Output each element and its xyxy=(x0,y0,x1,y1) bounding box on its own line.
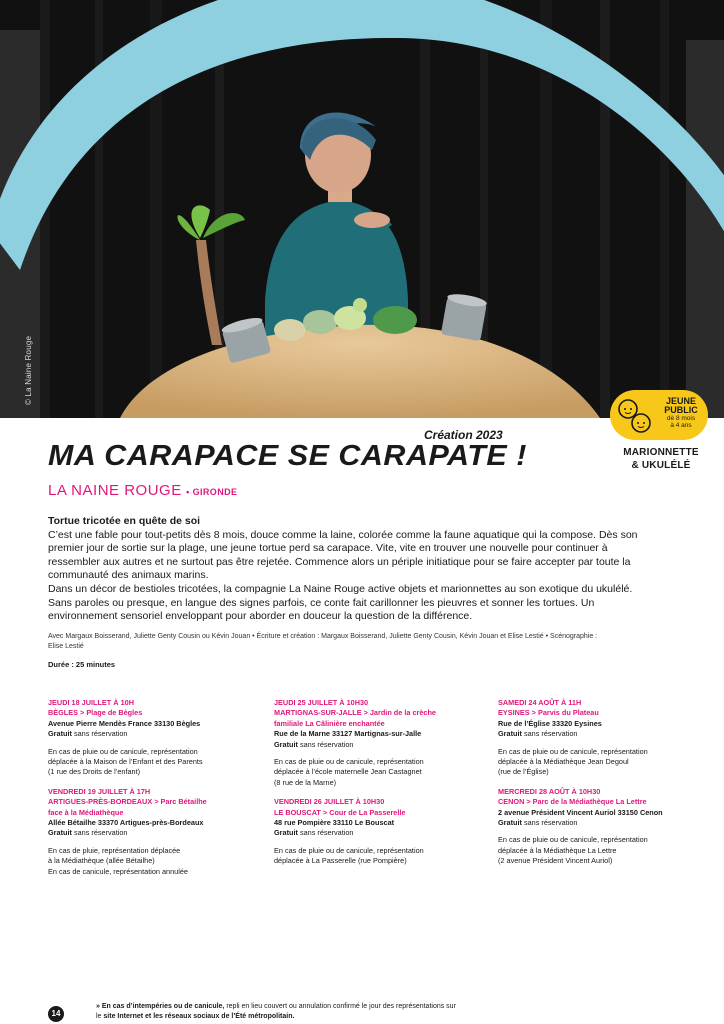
performance-date: VENDREDI 26 JUILLET À 10H30 xyxy=(274,797,385,807)
weather-note: En cas de pluie ou de canicule, représentation déplacée à La Passerelle (rue Pompière) xyxy=(274,845,424,866)
performance-place: LE BOUSCAT > Cour de La Passerelle xyxy=(274,807,406,817)
reservation-note: sans réservation xyxy=(297,828,354,838)
description-paragraph-2: Dans un décor de bestioles tricotées, la compagnie La Naine Rouge active objets et marionnettes au son exotique du ukulélé. Sans paroles ou presque, en langue des signes parfois, ce conte fait carillonner les pieuvres et sonner les tortues. Un environnement sensoriel enveloppant pour aborder en douceur la question de la différence. xyxy=(48,582,633,623)
reservation-note: sans réservation xyxy=(521,729,578,739)
performance-date: JEUDI 25 JUILLET À 10H30 xyxy=(274,698,369,707)
cast-credits: Avec Margaux Boisserand, Juliette Genty Cousin ou Kévin Jouan • Écriture et création : Margaux Boisserand, Juliette Genty Cousin, Kévin Jouan et Elise Lestié • Scénographie : Elise Lestié xyxy=(48,633,598,650)
badge-line-2: PUBLIC xyxy=(664,405,698,415)
weather-note: En cas de pluie, représentation déplacée à la Médiathèque (allée Bétailhe) En cas de canicule, représentation annulée xyxy=(48,845,188,876)
price: Gratuit xyxy=(498,729,522,739)
company-region: • GIRONDE xyxy=(186,487,238,497)
show-title: MA CARAPACE SE CARAPATE ! xyxy=(48,440,527,472)
performance-place: CENON > Parc de la Médiathèque La Lettre xyxy=(498,797,647,807)
company-name: LA NAINE ROUGE xyxy=(48,482,182,499)
performance-place: ARTIGUES-PRÈS-BORDEAUX > Parc Bétailhe face à la Médiathèque xyxy=(48,797,207,817)
footer-bold-1: » En cas d’intempéries ou de canicule, xyxy=(96,1003,225,1010)
price-line xyxy=(498,729,698,739)
price-line xyxy=(274,828,474,838)
performance-address: 48 rue Pompière 33110 Le Bouscat xyxy=(274,818,395,828)
badge-age: dè 8 mois xyxy=(666,415,696,422)
price: Gratuit xyxy=(274,828,298,838)
weather-note: En cas de pluie ou de canicule, représentation déplacée à la Médiathèque La Lettre (2 avenue Président Vincent Auriol) xyxy=(498,835,648,866)
performance-entry xyxy=(274,797,474,866)
performance-date: MERCREDI 28 AOÛT À 10H30 xyxy=(498,786,601,796)
weather-note: En cas de pluie ou de canicule, représentation déplacée à l’école maternelle Jean Castagnet (8 rue de la Marne) xyxy=(274,757,424,787)
performance-date: SAMEDI 24 AOÛT À 11H xyxy=(498,698,582,707)
photo-credit: © La Naine Rouge xyxy=(24,335,33,405)
duration: Durée : 25 minutes xyxy=(48,660,116,669)
schedule-column-2 xyxy=(274,698,474,876)
price-line xyxy=(48,729,248,739)
genre-line-1: MARIONNETTE xyxy=(623,447,699,458)
performance-entry xyxy=(274,698,474,788)
footer-note xyxy=(96,1002,456,1021)
price: Gratuit xyxy=(48,729,72,739)
genre-label xyxy=(606,446,716,472)
badge-line-1: JEUNE xyxy=(665,396,696,406)
performance-address: Rue de l’Église 33320 Eysines xyxy=(498,718,602,728)
footer-text: repli en lieu couvert ou annulation confirmé le jour des représentations sur le xyxy=(96,1003,456,1020)
price-line xyxy=(48,828,248,838)
creation-year: Création 2023 xyxy=(424,428,503,442)
reservation-note: sans réservation xyxy=(297,739,354,749)
reservation-note: sans réservation xyxy=(71,729,128,739)
genre-line-2: & UKULÉLÉ xyxy=(631,460,691,471)
reservation-note: sans réservation xyxy=(71,828,128,838)
performance-entry xyxy=(48,787,248,877)
performance-entry xyxy=(498,698,698,778)
weather-note: En cas de pluie ou de canicule, représentation déplacée à la Médiathèque Jean Degoul (rue de l’Église) xyxy=(498,746,648,777)
stage-photo xyxy=(0,0,724,418)
performance-entry xyxy=(48,698,248,778)
price: Gratuit xyxy=(274,739,298,749)
performance-place: BÈGLES > Plage de Bègles xyxy=(48,708,143,718)
price-line xyxy=(498,818,698,828)
children-icon xyxy=(616,396,654,436)
company-line xyxy=(48,482,237,500)
price-line xyxy=(274,740,474,750)
weather-note: En cas de pluie ou de canicule, représentation déplacée à la Maison de l’Enfant et des Parents (1 rue des Droits de l’enfant) xyxy=(48,746,203,777)
page-number: 14 xyxy=(48,1006,64,1022)
puppet-stage-illustration xyxy=(0,0,724,418)
performance-date: JEUDI 18 JUILLET À 10H xyxy=(48,698,134,707)
jeune-public-label xyxy=(654,397,708,429)
performance-address: Allée Bétailhe 33370 Artigues-près-Bordeaux xyxy=(48,818,204,828)
description-lead: Tortue tricotée en quête de soi xyxy=(48,515,201,527)
performance-date: VENDREDI 19 JUILLET À 17H xyxy=(48,786,151,796)
performance-place: MARTIGNAS-SUR-JALLE > Jardin de la crèche familiale La Câlinière enchantée xyxy=(274,708,436,728)
price: Gratuit xyxy=(498,818,522,828)
performance-address: 2 avenue Président Vincent Auriol 33150 Cenon xyxy=(498,807,663,817)
schedule-column-1 xyxy=(48,698,248,886)
show-description xyxy=(48,515,648,624)
schedule-column-3 xyxy=(498,698,698,876)
performance-address: Avenue Pierre Mendès France 33130 Bègles xyxy=(48,718,201,728)
badge-age-2: à 4 ans xyxy=(670,422,692,429)
description-paragraph-1: C’est une fable pour tout-petits dès 8 mois, douce comme la laine, colorée comme la faune aquatique qui la compose. Dès son premier jour de sortie sur la plage, une jeune tortue perd sa carapace. Vite, vite en trouver une nouvelle pour continuer à ressembler aux autres et ne surtout pas être rejetée. Commence alors un périple initiatique pour se faire accepter par toute la communauté des animaux marins. xyxy=(48,528,638,582)
performance-address: Rue de la Marne 33127 Martignas-sur-Jalle xyxy=(274,729,422,739)
performance-place: EYSINES > Parvis du Plateau xyxy=(498,708,599,718)
price: Gratuit xyxy=(48,828,72,838)
reservation-note: sans réservation xyxy=(521,818,578,828)
footer-bold-2: site Internet et les réseaux sociaux de l’Été métropolitain. xyxy=(103,1012,295,1020)
performance-entry xyxy=(498,787,698,867)
